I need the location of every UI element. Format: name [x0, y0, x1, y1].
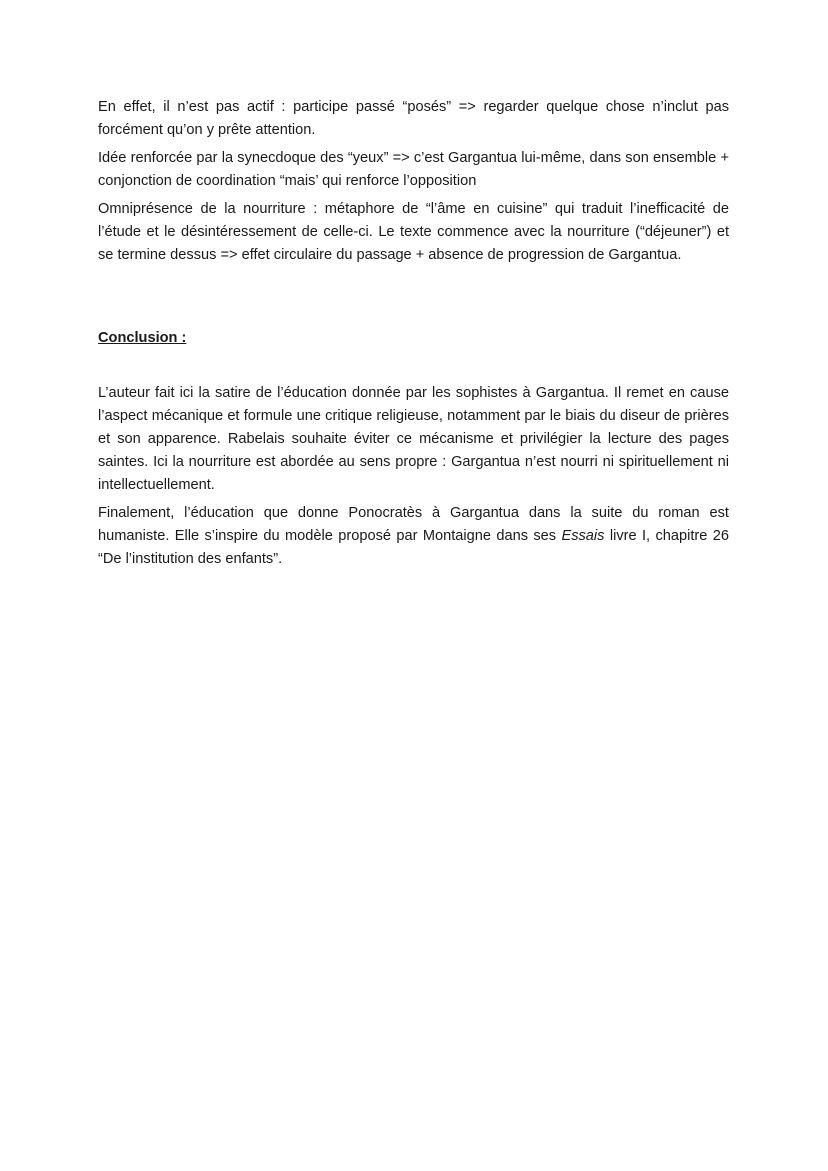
book-title-essais: Essais	[561, 528, 605, 544]
document-page	[98, 96, 729, 571]
paragraph-synecdoque: Idée renforcée par la synecdoque des “yeux” => c’est Gargantua lui-même, dans son ensemble + conjonction de coordination “mais’ qui renforce l’opposition	[98, 150, 729, 189]
paragraph-text-before: Finalement, l’éducation que donne Ponocratès à Gargantua dans la suite du roman est humaniste. Elle s’inspire du modèle proposé par Montaigne dans ses	[98, 505, 729, 544]
conclusion-heading: Conclusion :	[98, 330, 187, 346]
conclusion-paragraph-satire: L’auteur fait ici la satire de l’éducation donnée par les sophistes à Gargantua. Il remet en cause l’aspect mécanique et formule une critique religieuse, notamment par le biais du diseur de prières et son apparence. Rabelais souhaite éviter ce mécanisme et privilégier la lecture des pages saintes. Ici la nourriture est abordée au sens propre : Gargantua n’est nourri ni spirituellement ni intellectuellement.	[98, 385, 729, 493]
paragraph-participe-passe: En effet, il n’est pas actif : participe passé “posés” => regarder quelque chose n’inclut pas forcément qu’on y prête attention.	[98, 99, 729, 138]
conclusion-paragraph-finalement	[98, 502, 729, 571]
paragraph-nourriture: Omniprésence de la nourriture : métaphore de “l’âme en cuisine” qui traduit l’inefficacité de l’étude et le désintéressement de celle-ci. Le texte commence avec la nourriture (“déjeuner”) et se termine dessus => effet circulaire du passage + absence de progression de Gargantua.	[98, 201, 729, 263]
paragraph-text-after: livre I, chapitre 26 “De l’institution des enfants”.	[98, 528, 730, 567]
